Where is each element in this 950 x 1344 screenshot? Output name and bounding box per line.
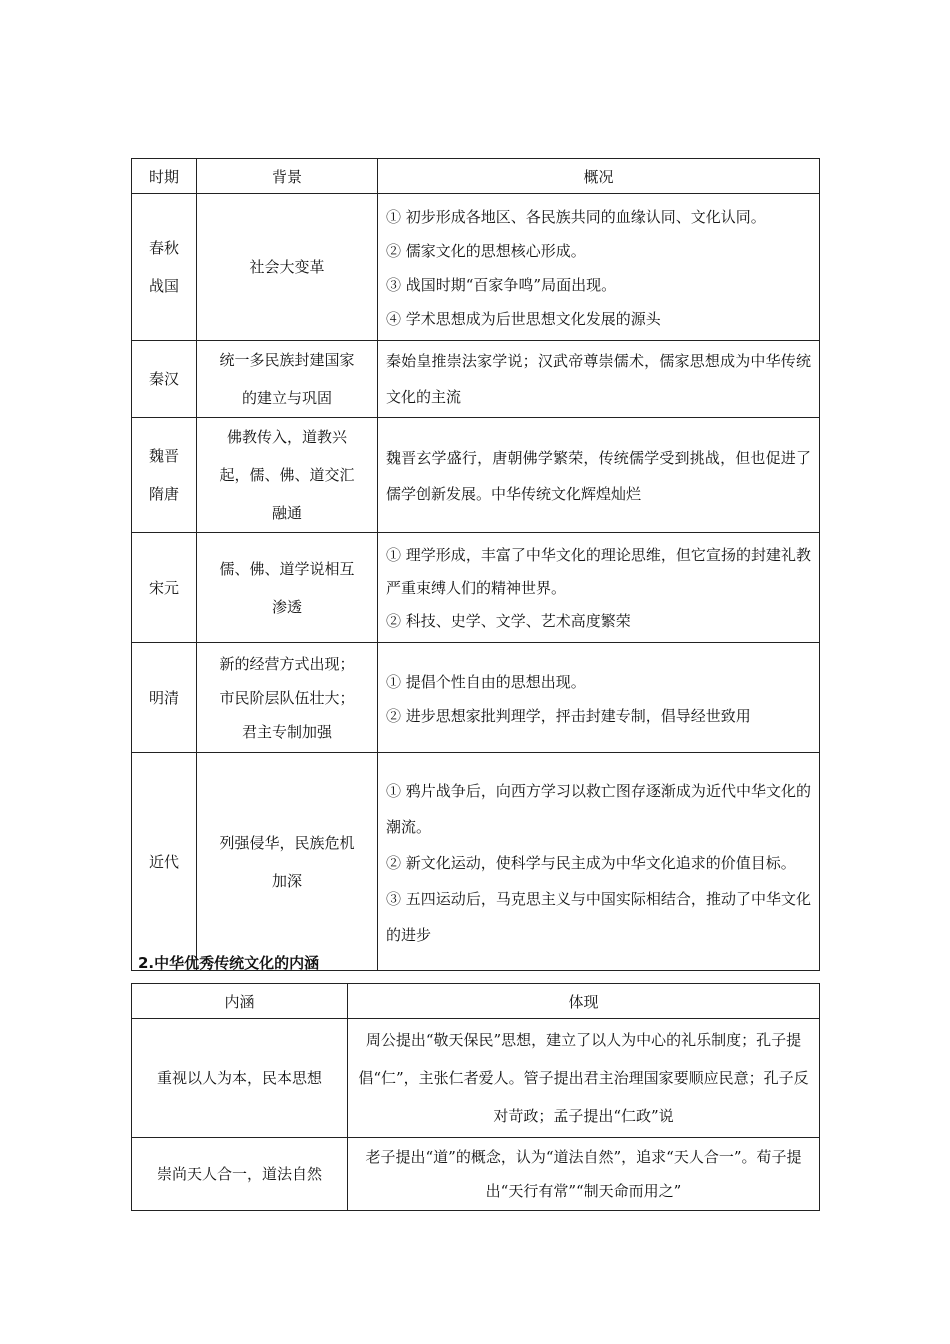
background-cell: 儒、佛、道学说相互 渗透 (197, 533, 378, 643)
table-row (132, 533, 820, 643)
period-cell: 宋元 (132, 533, 197, 643)
table-row (132, 194, 820, 341)
overview-cell: ① 初步形成各地区、各民族共同的血缘认同、文化认同。 ② 儒家文化的思想核心形成。 ③ 战国时期“百家争鸣”局面出现。 ④ 学术思想成为后世思想文化发展的源头 (378, 194, 820, 341)
overview-cell: 魏晋玄学盛行，唐朝佛学繁荣，传统儒学受到挑战，但也促进了儒学创新发展。中华传统文化辉煌灿烂 (378, 418, 820, 533)
background-cell: 统一多民族封建国家 的建立与巩固 (197, 341, 378, 418)
header-manifestation: 体现 (348, 984, 820, 1019)
connotation-table (131, 983, 820, 1211)
overview-cell: ① 提倡个性自由的思想出现。 ② 进步思想家批判理学，抨击封建专制，倡导经世致用 (378, 643, 820, 753)
period-cell: 魏晋 隋唐 (132, 418, 197, 533)
background-cell: 社会大变革 (197, 194, 378, 341)
table-row (132, 418, 820, 533)
manifestation-cell: 老子提出“道”的概念，认为“道法自然”，追求“天人合一”。荀子提出“天行有常”“制天命而用之” (348, 1138, 820, 1211)
table-row (132, 1138, 820, 1211)
table-row (132, 1019, 820, 1138)
period-cell: 近代 (132, 753, 197, 971)
background-cell: 新的经营方式出现； 市民阶层队伍壮大； 君主专制加强 (197, 643, 378, 753)
background-cell: 列强侵华，民族危机 加深 (197, 753, 378, 971)
header-background: 背景 (197, 159, 378, 194)
overview-cell: ① 理学形成，丰富了中华文化的理论思维，但它宣扬的封建礼教严重束缚人们的精神世界。 ② 科技、史学、文学、艺术高度繁荣 (378, 533, 820, 643)
overview-cell: ① 鸦片战争后，向西方学习以救亡图存逐渐成为近代中华文化的潮流。 ② 新文化运动，使科学与民主成为中华文化追求的价值目标。 ③ 五四运动后，马克思主义与中国实际相结合，推动了中华文化的进步 (378, 753, 820, 971)
history-periods-table (131, 158, 820, 971)
period-cell: 秦汉 (132, 341, 197, 418)
period-cell: 明清 (132, 643, 197, 753)
header-overview: 概况 (378, 159, 820, 194)
overview-cell: 秦始皇推崇法家学说；汉武帝尊崇儒术，儒家思想成为中华传统文化的主流 (378, 341, 820, 418)
table-header-row (132, 159, 820, 194)
background-cell: 佛教传入，道教兴 起，儒、佛、道交汇 融通 (197, 418, 378, 533)
table-row (132, 643, 820, 753)
header-connotation: 内涵 (132, 984, 348, 1019)
section-heading: 2.中华优秀传统文化的内涵 (138, 954, 320, 972)
header-period: 时期 (132, 159, 197, 194)
manifestation-cell: 周公提出“敬天保民”思想，建立了以人为中心的礼乐制度；孔子提倡“仁”，主张仁者爱人。管子提出君主治理国家要顺应民意；孔子反对苛政；孟子提出“仁政”说 (348, 1019, 820, 1138)
period-cell: 春秋 战国 (132, 194, 197, 341)
table-header-row (132, 984, 820, 1019)
connotation-cell: 重视以人为本，民本思想 (132, 1019, 348, 1138)
connotation-cell: 崇尚天人合一，道法自然 (132, 1138, 348, 1211)
table-row (132, 341, 820, 418)
table-row (132, 753, 820, 971)
